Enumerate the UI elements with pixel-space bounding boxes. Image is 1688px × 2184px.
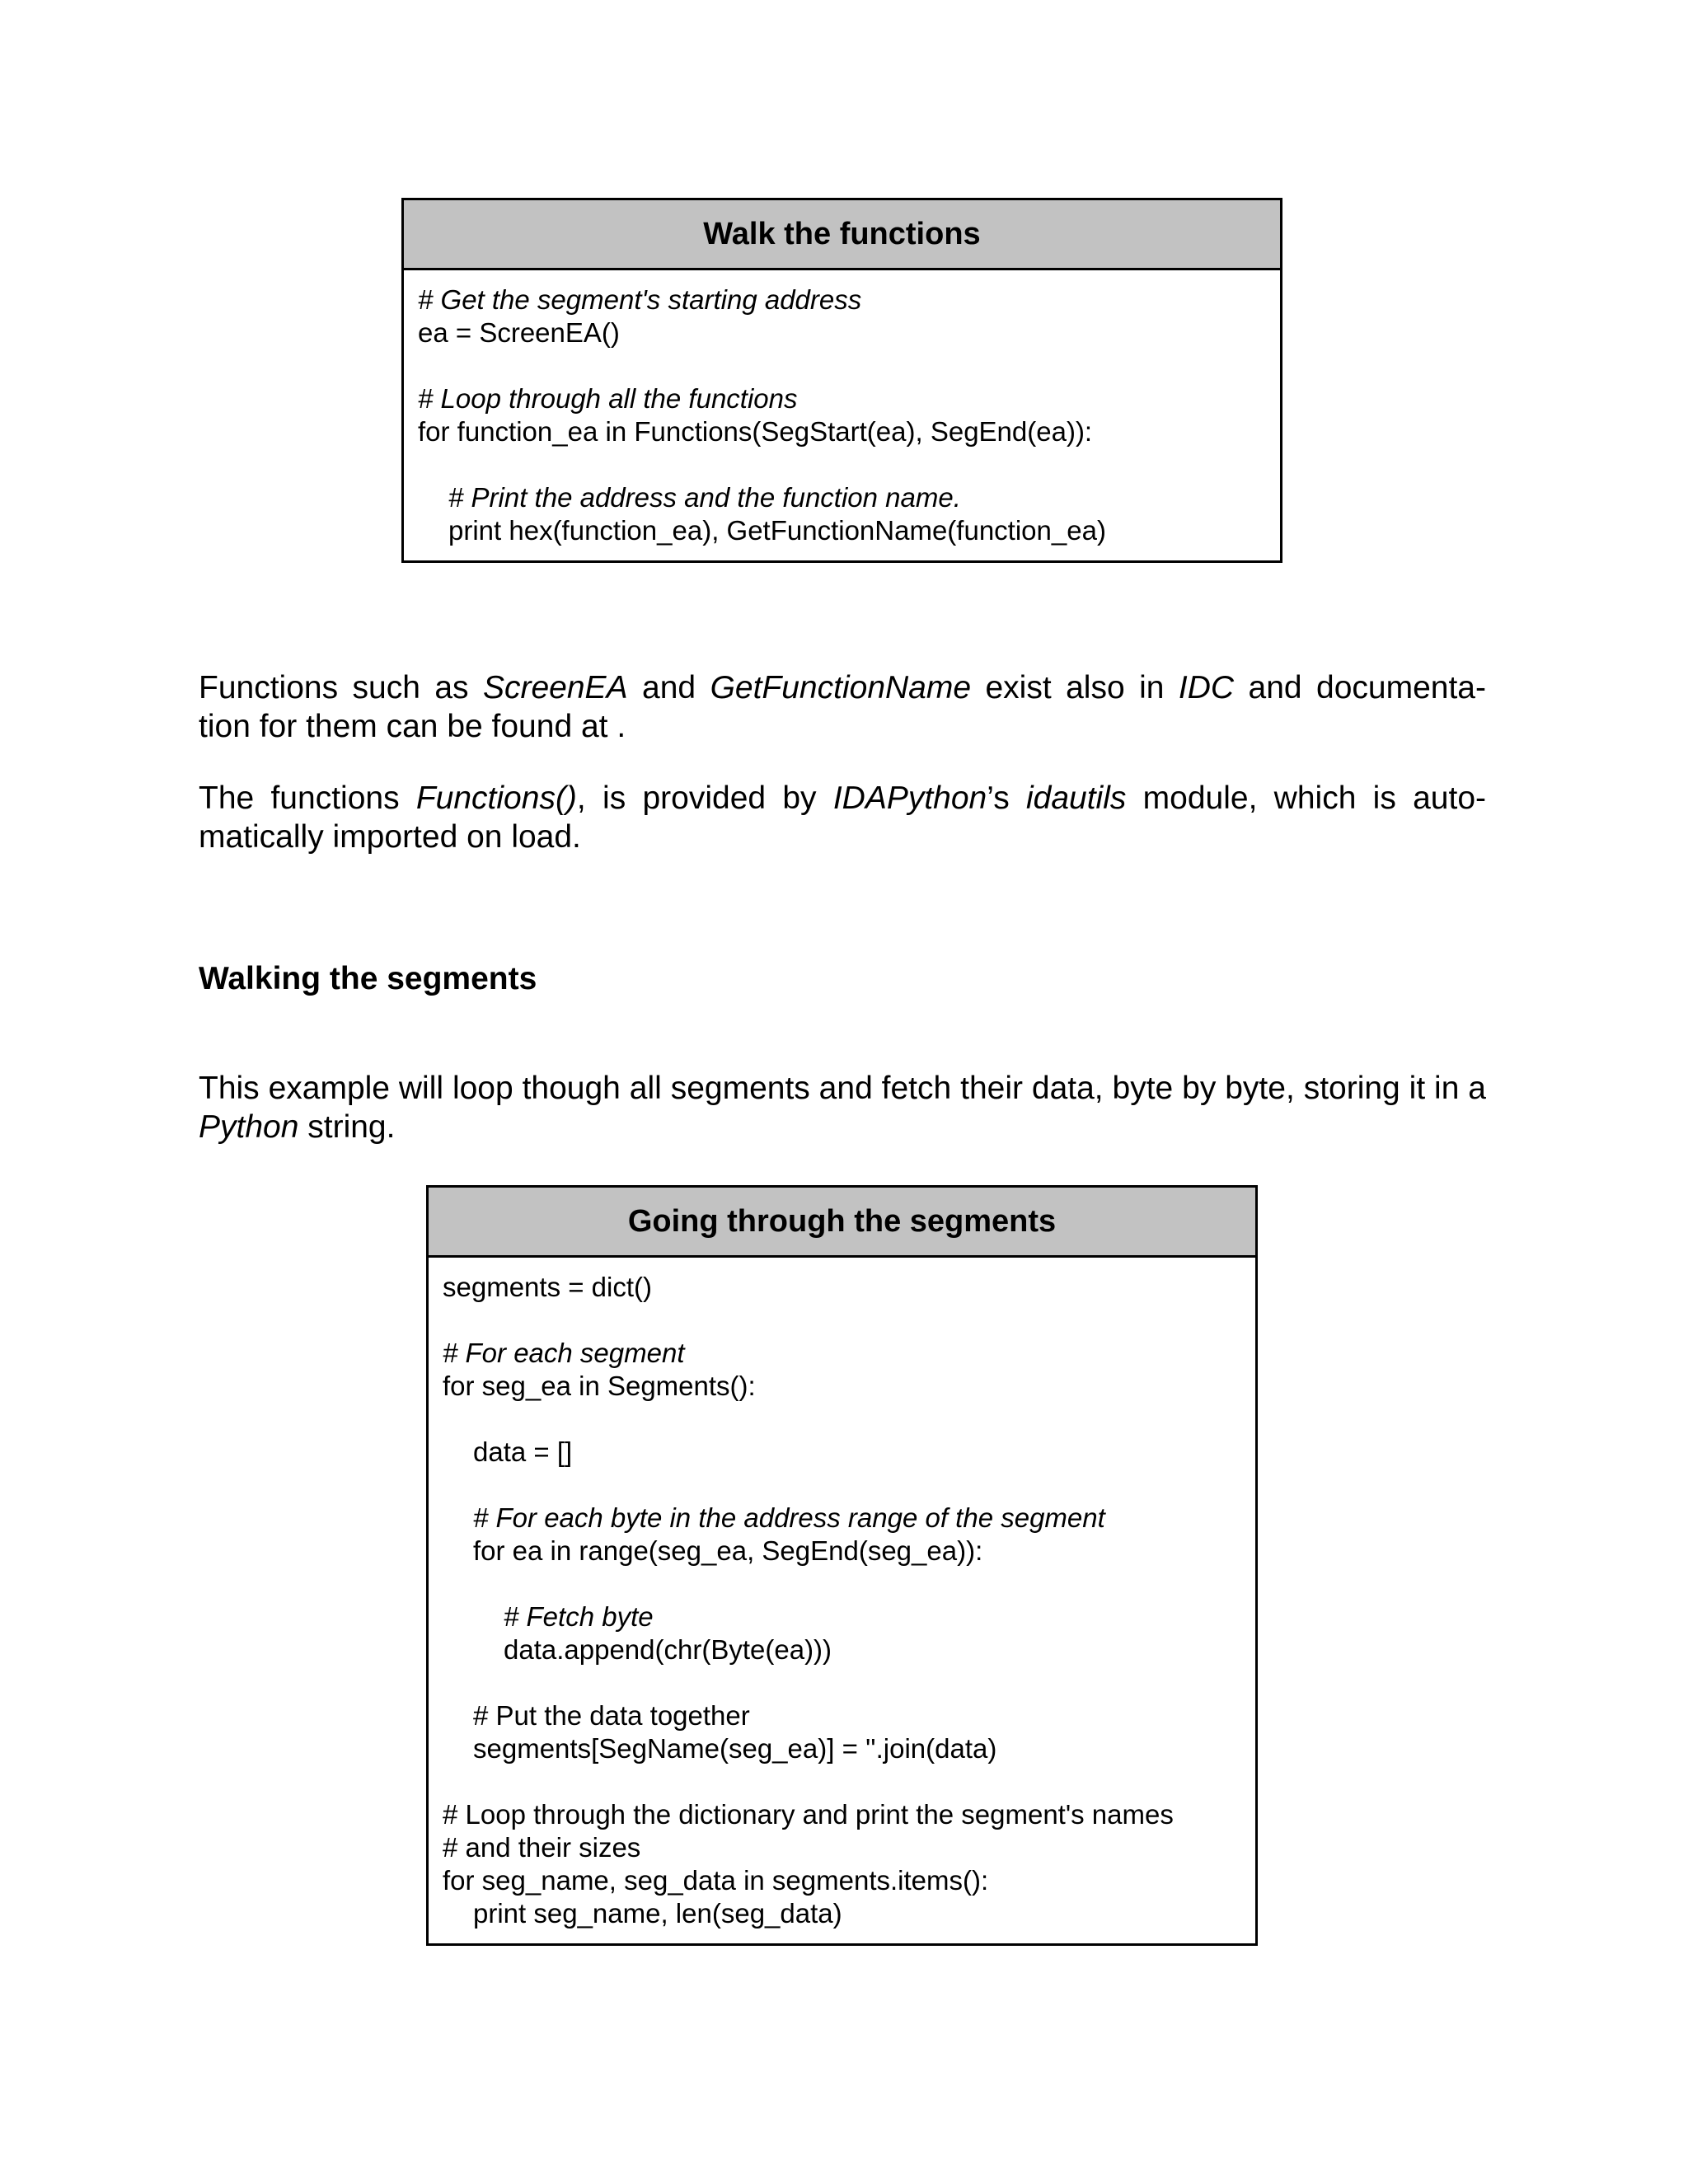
section-heading: Walking the segments xyxy=(199,961,537,996)
text: ’s xyxy=(987,780,1026,816)
code-blank-line xyxy=(429,1304,1255,1337)
code-blank-line xyxy=(429,1666,1255,1699)
text: This example will loop though all segments and fetch their data, byte by byte, storing it in a xyxy=(199,1071,1486,1106)
code-line: for seg_name, seg_data in segments.items(): xyxy=(443,1865,989,1896)
text: Functions such as xyxy=(199,670,483,705)
term-idapython: IDAPython xyxy=(832,780,987,816)
code-blank-line xyxy=(404,349,1280,382)
text: module, which is auto- matically imported on load. xyxy=(199,780,1487,855)
term-idc: IDC xyxy=(1178,670,1235,705)
code-comment: # Fetch byte xyxy=(504,1601,654,1632)
code-block xyxy=(404,270,1280,547)
code-line: for function_ea in Functions(SegStart(ea), SegEnd(ea)): xyxy=(418,416,1093,447)
code-box-title: Walk the functions xyxy=(404,200,1280,270)
code-box-title: Going through the segments xyxy=(429,1188,1255,1258)
code-comment: # For each byte in the address range of the segment xyxy=(473,1502,1105,1533)
term-idautils: idautils xyxy=(1025,780,1127,816)
code-line: segments[SegName(seg_ea)] = ''.join(data) xyxy=(473,1733,997,1764)
code-blank-line xyxy=(429,1403,1255,1436)
term-getfunctionname: GetFunctionName xyxy=(710,670,972,705)
code-box-segments xyxy=(426,1185,1258,1946)
code-line: ea = ScreenEA() xyxy=(418,317,620,348)
code-line: data.append(chr(Byte(ea))) xyxy=(504,1634,832,1665)
code-blank-line xyxy=(429,1765,1255,1798)
code-blank-line xyxy=(404,448,1280,481)
code-line: print hex(function_ea), GetFunctionName(function_ea) xyxy=(448,515,1106,546)
paragraph-idautils xyxy=(199,779,1486,856)
paragraph-segments-example xyxy=(199,1069,1486,1146)
code-comment: # Get the segment's starting address xyxy=(418,284,862,315)
code-line: print seg_name, len(seg_data) xyxy=(473,1898,842,1929)
code-line: data = [] xyxy=(473,1436,573,1467)
term-screenea: ScreenEA xyxy=(482,670,628,705)
code-line: # and their sizes xyxy=(443,1832,641,1863)
code-line: # Put the data together xyxy=(473,1700,750,1731)
code-line: for ea in range(seg_ea, SegEnd(seg_ea)): xyxy=(473,1535,983,1566)
code-line: for seg_ea in Segments(): xyxy=(443,1371,756,1401)
code-comment: # Print the address and the function name. xyxy=(448,482,961,513)
text: and documenta- tion for them can be found at . xyxy=(199,670,1486,744)
text: exist also in xyxy=(971,670,1179,705)
text: , is provided by xyxy=(576,780,833,816)
code-box-walk-functions xyxy=(401,198,1282,563)
code-line: # Loop through the dictionary and print the segment's names xyxy=(443,1799,1174,1830)
code-blank-line xyxy=(429,1568,1255,1601)
term-python: Python xyxy=(199,1109,299,1145)
text: string. xyxy=(298,1109,396,1145)
code-blank-line xyxy=(429,1469,1255,1502)
text: and xyxy=(627,670,710,705)
text: The functions xyxy=(199,780,416,816)
term-functions: Functions() xyxy=(415,780,577,816)
code-line: segments = dict() xyxy=(443,1272,653,1302)
code-comment: # Loop through all the functions xyxy=(418,383,798,414)
code-block xyxy=(429,1258,1255,1930)
code-comment: # For each segment xyxy=(443,1338,685,1368)
paragraph-functions-idc xyxy=(199,668,1486,746)
